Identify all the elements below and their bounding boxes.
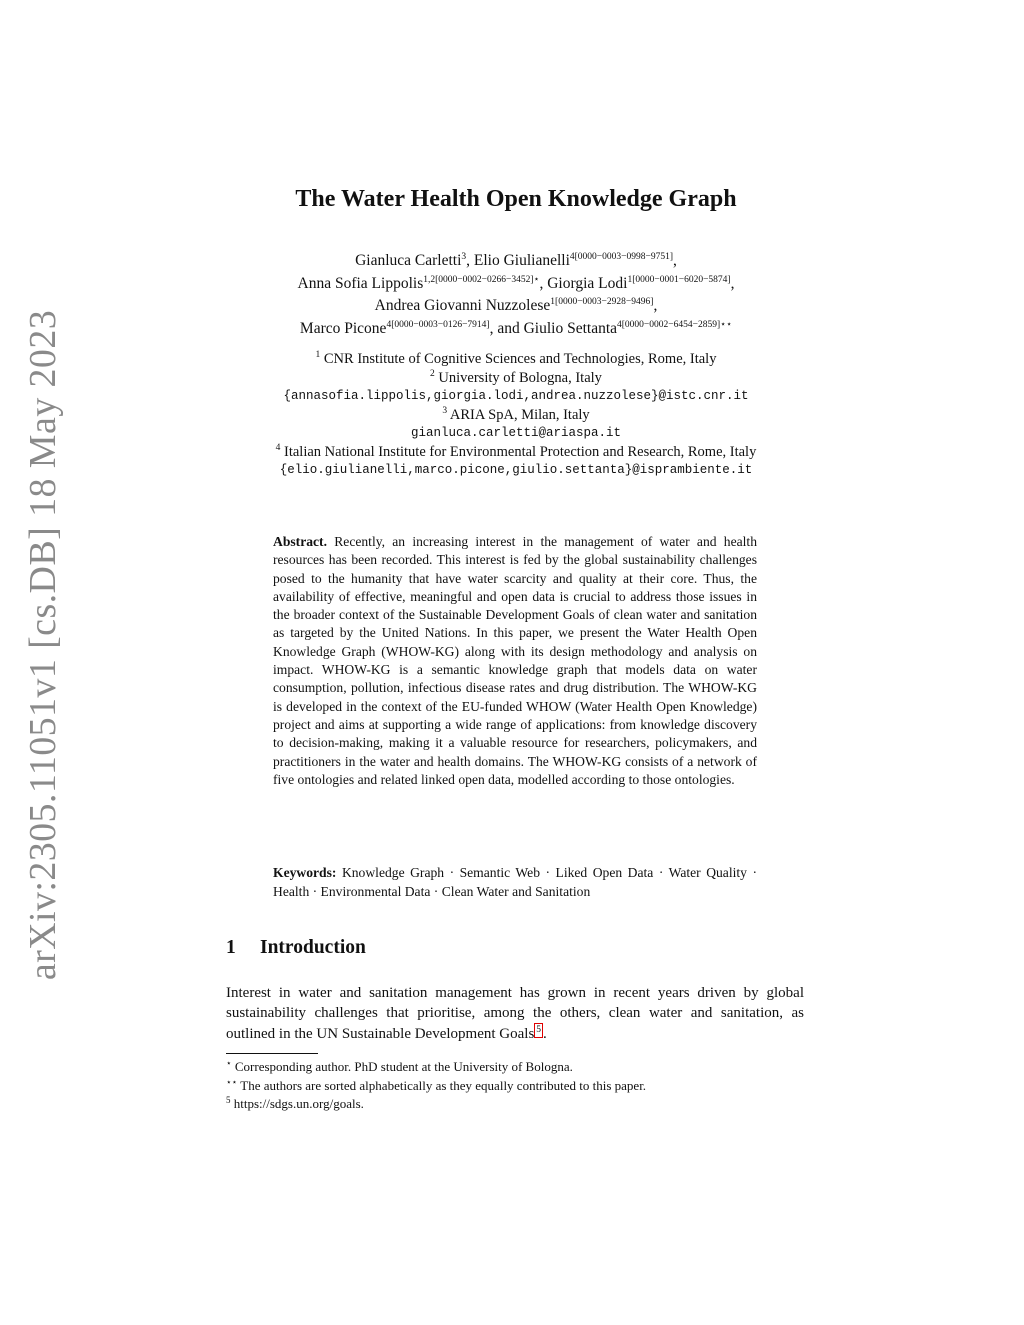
author-name: Marco Picone (299, 319, 387, 337)
affiliation-email: gianluca.carletti@ariaspa.it (410, 426, 622, 440)
footnote-mark: ⋆ (226, 1058, 232, 1068)
keywords-text: Knowledge Graph · Semantic Web · Liked Open Data · Water Quality · Health · Environmental Data · Clean Water and Sanitation (273, 865, 757, 899)
footnote-link[interactable]: 5 (534, 1023, 543, 1038)
affiliation-email: {annasofia.lippolis,giorgia.lodi,andrea.nuzzolese}@istc.cnr.it (283, 389, 749, 403)
punctuation: , (730, 274, 735, 292)
paper-title: The Water Health Open Knowledge Graph (295, 186, 737, 212)
punctuation: , (673, 252, 677, 269)
footnotes (226, 1058, 826, 1114)
punctuation: , (653, 297, 658, 314)
affiliation-number: 4 (275, 442, 281, 453)
author-line (216, 295, 816, 318)
abstract (273, 533, 757, 789)
author-affiliation-mark: 4[0000−0002−6454−2859]⋆⋆ (617, 319, 733, 330)
affiliation-text: ARIA SpA, Milan, Italy (449, 406, 590, 423)
affiliation-email: {elio.giulianelli,marco.picone,giulio.settanta}@isprambiente.it (279, 463, 753, 477)
affiliation-text: University of Bologna, Italy (438, 369, 602, 386)
author-affiliation-mark: 1[0000−0001−6020−5874] (627, 274, 731, 285)
author-name: Gianluca Carletti (355, 252, 462, 269)
author-name: Andrea Giovanni Nuzzolese (374, 297, 551, 314)
footnote (226, 1077, 826, 1096)
footnote-text: Corresponding author. PhD student at the University of Bologna. (234, 1059, 573, 1074)
footnote (226, 1095, 826, 1114)
footnote-mark: 5 (226, 1095, 231, 1105)
arxiv-stamp: arXiv:2305.11051v1 [cs.DB] 18 May 2023 (22, 309, 64, 981)
author-affiliation-mark: 1[0000−0003−2928−9496] (550, 297, 654, 307)
keywords-label: Keywords: (273, 865, 337, 880)
punctuation: . (543, 1026, 547, 1042)
section-heading (226, 937, 366, 959)
footnote-text[interactable]: https://sdgs.un.org/goals. (233, 1096, 364, 1111)
author-line (216, 250, 816, 273)
affiliation (216, 406, 816, 425)
affiliation (216, 369, 816, 388)
author-affiliation-mark: 4[0000−0003−0998−9751] (569, 252, 674, 262)
affiliations (216, 350, 816, 480)
abstract-label: Abstract. (273, 534, 327, 549)
footnote-mark: ⋆⋆ (226, 1076, 238, 1087)
keywords (273, 864, 757, 901)
intro-text: Interest in water and sanitation management has grown in recent years driven by global sustainability challenges that prioritise, among the others, clean water and sanitation, as outlined in the UN Sustainable Development Goals (226, 985, 804, 1042)
author-affiliation-mark: 3 (461, 252, 467, 262)
affiliation-number: 1 (315, 350, 321, 360)
author-line (216, 318, 816, 341)
footnote-divider (226, 1053, 318, 1054)
author-line (216, 273, 816, 296)
author-name: , Giorgia Lodi (539, 274, 628, 292)
intro-paragraph (226, 984, 804, 1045)
abstract-text: Recently, an increasing interest in the management of water and health resources has been recorded. This interest is fed by the global sustainability challenges posed to the humanity that have water scarcity and quality at their core. Thus, the availability of effective, meaningful and open data is crucial to address those issues in the broader context of the Sustainable Development Goals of clean water and sanitation as targeted by the United Nations. In this paper, we present the Water Health Open Knowledge Graph (WHOW-KG) along with its design methodology and analysis on impact. WHOW-KG is a semantic knowledge graph that models data on water consumption, pollution, infectious disease rates and drug distribution. The WHOW-KG is developed in the context of the EU-funded WHOW (Water Health Open Knowledge) project and aims at supporting a wide range of applications: from knowledge discovery to decision-making, making it a valuable resource for researchers, policymakers, and practitioners in the water and health domains. The WHOW-KG consists of a network of five ontologies and related linked open data, modelled according to those ontologies. (273, 534, 757, 787)
affiliation (216, 350, 816, 369)
author-affiliation-mark: 4[0000−0003−0126−7914] (386, 319, 490, 330)
section-number: 1 (226, 937, 236, 958)
author-name: , Elio Giulianelli (466, 252, 570, 269)
author-list (216, 250, 816, 340)
affiliation-text: Italian National Institute for Environmental Protection and Research, Rome, Italy (284, 443, 757, 460)
affiliation (216, 443, 816, 462)
affiliation-number: 2 (430, 368, 435, 379)
affiliation-text: CNR Institute of Cognitive Sciences and Technologies, Rome, Italy (323, 351, 717, 367)
author-name: Anna Sofia Lippolis (297, 274, 424, 292)
section-title: Introduction (260, 937, 366, 958)
author-name: , and Giulio Settanta (489, 319, 618, 337)
author-affiliation-mark: 1,2[0000−0002−0266−3452]⋆ (423, 274, 540, 285)
footnote (226, 1058, 826, 1077)
affiliation-number: 3 (442, 405, 448, 416)
footnote-text: The authors are sorted alphabetically as they equally contributed to this paper. (240, 1077, 647, 1093)
